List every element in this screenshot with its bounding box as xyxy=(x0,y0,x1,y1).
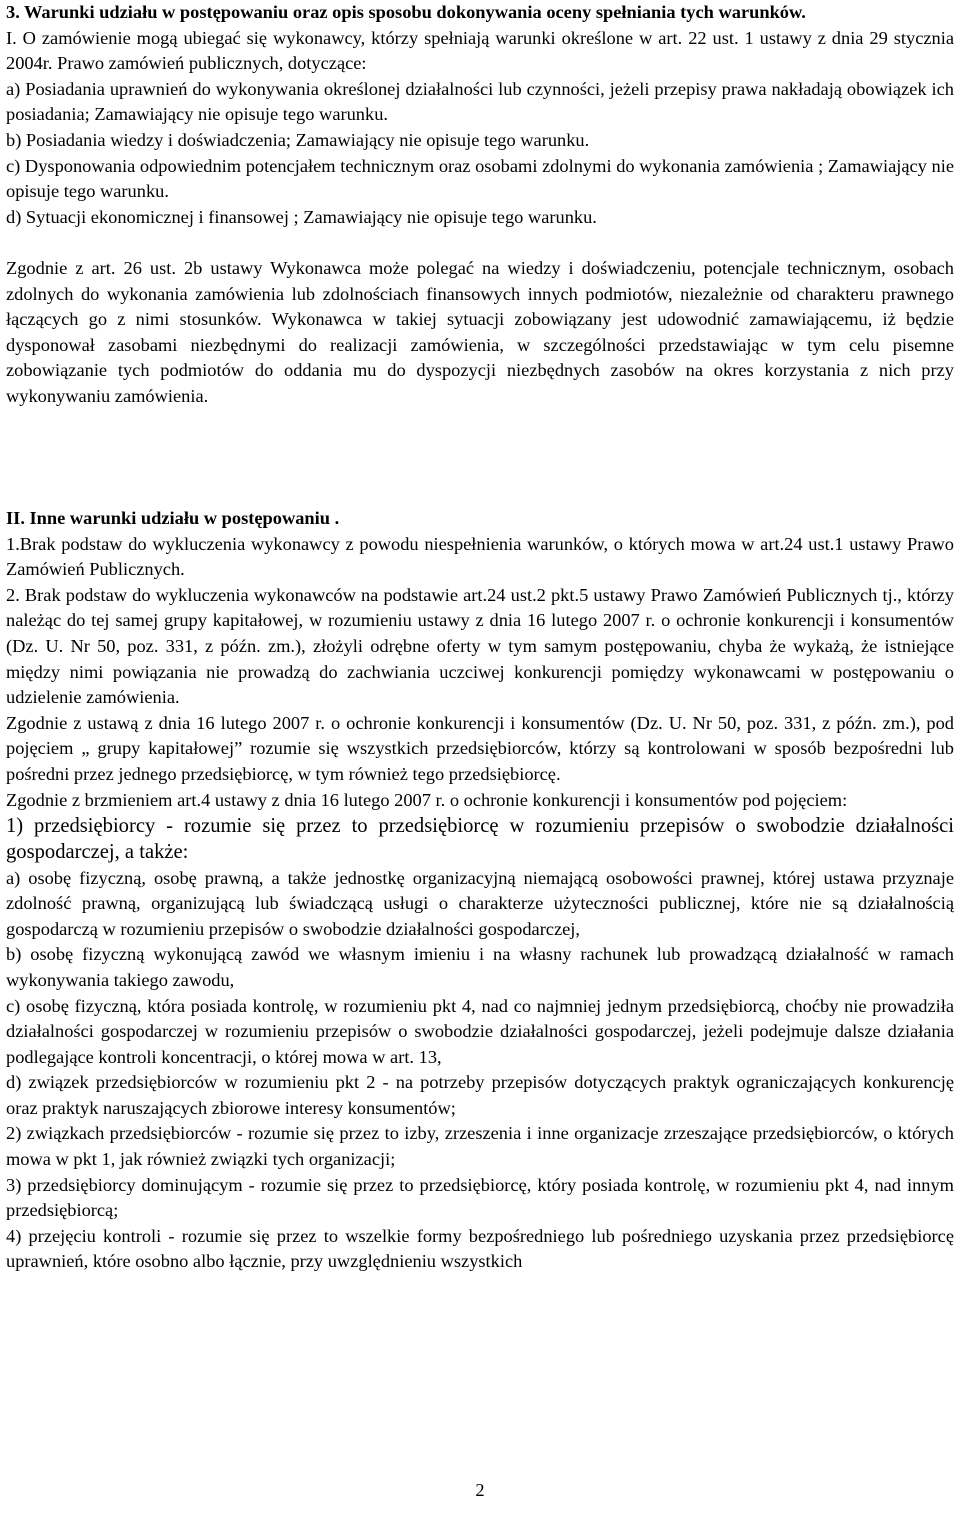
condition-c: c) Dysponowania odpowiednim potencjałem technicznym oraz osobami zdolnymi do wykonania zamówienia ; Zamawiający nie opisuje tego warunku. xyxy=(6,155,954,202)
condition-a: a) Posiadania uprawnień do wykonywania określonej działalności lub czynności, jeżeli przepisy prawa nakładają obowiązek ich posiadania; Zamawiający nie opisuje tego warunku. xyxy=(6,78,954,125)
paragraph-2: 2. Brak podstaw do wykluczenia wykonawców na podstawie art.24 ust.2 pkt.5 ustawy Prawo Zamówień Publicznych tj., którzy należąc do tej samej grupy kapitałowej, w rozumieniu ustawy z dnia 16 lutego 2007 r. o ochronie konkurencji i konsumentów (Dz. U. Nr 50, poz. 331, z późn. zm.), złożyli odrębne oferty w tym samym postępowaniu, chyba że wykażą, że istniejące między nimi powiązania nie prowadzą do zachwiania uczciwej konkurencji pomiędzy wykonawcami w postępowaniu o udzielenie zamówienia. xyxy=(6,584,954,708)
section-3-title: 3. Warunki udziału w postępowaniu oraz opis sposobu dokonywania oceny spełniania tych warunków. xyxy=(6,2,806,22)
art26-paragraph: Zgodnie z art. 26 ust. 2b ustawy Wykonawca może polegać na wiedzy i doświadczeniu, potencjale technicznym, osobach zdolnych do wykonania zamówienia lub zdolnościach finansowych innych podmiotów, niezależnie od charakteru prawnego łączących go z nimi stosunków. Wykonawca w takiej sytuacji zobowiązany jest udowodnić zamawiającemu, iż będzie dysponował zasobami niezbędnymi do realizacji zamówienia, w szczególności przedstawiając w tym celu pisemne zobowiązanie tych podmiotów do oddania mu do dyspozycji niezbędnych zasobów na okres korzystania z nich przy wykonywaniu zamówienia. xyxy=(6,257,954,406)
capital-group-paragraph: Zgodnie z ustawą z dnia 16 lutego 2007 r. o ochronie konkurencji i konsumentów (Dz. U. Nr 50, poz. 331, z późn. zm.), pod pojęciem „ grupy kapitałowej” rozumie się wszystkich przedsiębiorców, którzy są kontrolowani w sposób bezpośredni lub pośredni przez jednego przedsiębiorcę, w tym również tego przedsiębiorcę. xyxy=(6,712,954,784)
definition-1d: d) związek przedsiębiorców w rozumieniu pkt 2 - na potrzeby przepisów dotyczących praktyk ograniczających konkurencję oraz praktyk naruszających zbiorowe interesy konsumentów; xyxy=(6,1072,954,1118)
section-II-title: II. Inne warunki udziału w postępowaniu . xyxy=(6,508,340,528)
spacer xyxy=(6,230,954,256)
definition-1b: b) osobę fizyczną wykonującą zawód we własnym imieniu i na własny rachunek lub prowadzącą działalność w ramach wykonywania takiego zawodu, xyxy=(6,944,954,990)
condition-b: b) Posiadania wiedzy i doświadczenia; Zamawiający nie opisuje tego warunku. xyxy=(6,129,590,150)
definition-1c: c) osobę fizyczną, która posiada kontrolę, w rozumieniu pkt 4, nad co najmniej jednym przedsiębiorcą, choćby nie prowadziła działalności gospodarczej w rozumieniu przepisów o swobodzie działalności gospodarczej, jeżeli podejmuje dalsze działania podlegające kontroli koncentracji, o której mowa w art. 13, xyxy=(6,995,954,1067)
section-II xyxy=(6,506,954,1275)
definition-1-entrepreneur: 1) przedsiębiorcy - rozumie się przez to przedsiębiorcę w rozumieniu przepisów o swobodzie działalności gospodarczej, a także: xyxy=(6,815,954,864)
definition-2: 2) związkach przedsiębiorców - rozumie się przez to izby, zrzeszenia i inne organizacje zrzeszające przedsiębiorców, o których mowa w pkt 1, jak również związki tych organizacji; xyxy=(6,1123,954,1170)
paragraph-1: 1.Brak podstaw do wykluczenia wykonawcy z powodu niespełnienia warunków, o których mowa w art.24 ust.1 ustawy Prawo Zamówień Publicznych. xyxy=(6,533,954,580)
section-3 xyxy=(6,0,954,410)
definition-4: 4) przejęciu kontroli - rozumie się przez to wszelkie formy bezpośredniego lub pośredniego uzyskania przez przedsiębiorcę uprawnień, które osobno albo łącznie, przy uwzględnieniu wszystkich xyxy=(6,1225,954,1272)
page-number: 2 xyxy=(475,1480,485,1500)
condition-d: d) Sytuacji ekonomicznej i finansowej ; Zamawiający nie opisuje tego warunku. xyxy=(6,206,597,227)
section-3-intro: I. O zamówienie mogą ubiegać się wykonawcy, którzy spełniają warunki określone w art. 22 ust. 1 ustawy z dnia 29 stycznia 2004r. Prawo zamówień publicznych, dotyczące: xyxy=(6,27,954,74)
definition-1a: a) osobę fizyczną, osobę prawną, a także jednostkę organizacyjną niemającą osobowości prawnej, której ustawa przyznaje zdolność prawną, organizującą lub świadczącą usługi o charakterze użyteczności publicznej, które nie są działalnością gospodarczą w rozumieniu przepisów o swobodzie działalności gospodarczej, xyxy=(6,867,954,939)
art4-intro: Zgodnie z brzmieniem art.4 ustawy z dnia 16 lutego 2007 r. o ochronie konkurencji i konsumentów pod pojęciem: xyxy=(6,789,848,810)
definition-3: 3) przedsiębiorcy dominującym - rozumie się przez to przedsiębiorcę, który posiada kontrolę, w rozumieniu pkt 4, nad innym przedsiębiorcą; xyxy=(6,1174,954,1221)
